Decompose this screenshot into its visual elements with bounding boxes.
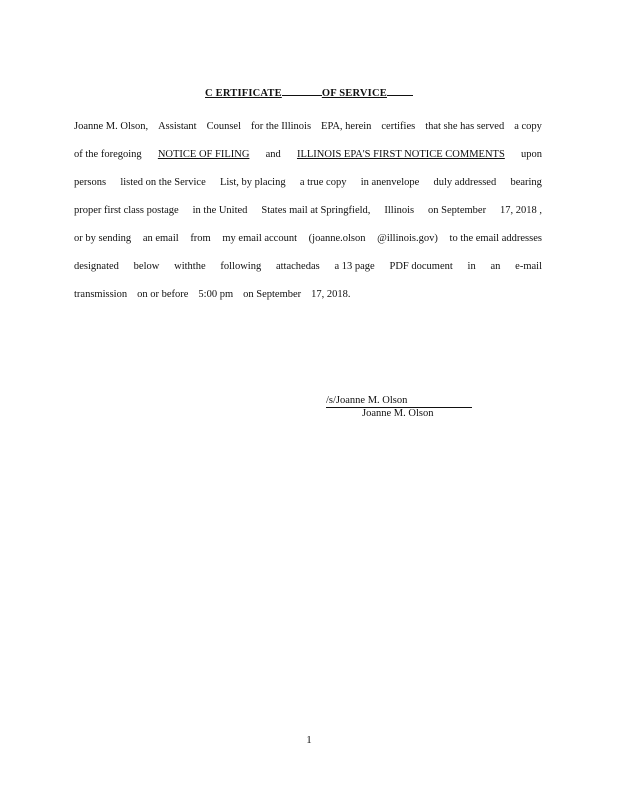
text-segment: of the foregoing [74,149,142,160]
text-segment: a copy [514,121,542,132]
text-segment: List, by placing [219,177,286,188]
text-segment: Counsel [206,121,241,132]
notice-of-filing-title: NOTICE OF FILING [157,149,250,160]
paragraph-line-4 [74,197,542,225]
paragraph-line-6 [74,253,542,281]
text-segment: in anenvelope [360,177,420,188]
text-segment: listed on the Service [120,177,206,188]
text-segment: on September [243,289,302,300]
text-segment: States mail at Springfield, [261,205,371,216]
text-segment: an [490,261,501,272]
text-segment: proper first class postage [74,205,179,216]
text-segment: from [190,233,211,244]
paragraph-line-1 [74,113,542,141]
text-segment: following [220,261,262,272]
text-segment: PDF document [389,261,453,272]
text-segment: in the United [192,205,248,216]
text-segment: transmission [74,289,128,300]
paragraph-line-7 [74,281,542,309]
text-segment: upon [521,149,542,160]
signer-name: Joanne M. Olson [362,408,434,419]
text-segment: a true copy [299,177,347,188]
text-segment: my email account [222,233,298,244]
page-title [0,88,618,99]
text-segment: 17, 2018. [311,289,351,300]
text-segment: duly addressed [433,177,497,188]
text-segment: 5:00 pm [198,289,234,300]
text-segment: or by sending [74,233,132,244]
text-segment: withthe [174,261,206,272]
text-segment: attachedas [275,261,320,272]
text-segment: (joanne.olson [308,233,366,244]
paragraph-line-3 [74,169,542,197]
text-segment: for the Illinois [250,121,312,132]
paragraph-line-5 [74,225,542,253]
text-segment: Illinois [384,205,415,216]
text-segment: persons [74,177,107,188]
text-segment: Joanne M. Olson, [74,121,149,132]
certificate-paragraph [74,113,542,309]
text-segment: a 13 page [334,261,375,272]
text-segment: an email [142,233,179,244]
paragraph-line-2 [74,141,542,169]
title-certificate: C ERTIFICATE [205,88,282,99]
text-segment: that she has served [425,121,505,132]
text-segment: in [467,261,476,272]
text-segment: and [265,149,281,160]
text-segment: to the email addresses [449,233,542,244]
text-segment: EPA, herein [321,121,372,132]
text-segment: Assistant [158,121,197,132]
text-segment: designated [74,261,119,272]
title-underline-tail [387,94,413,96]
text-segment: bearing [510,177,542,188]
first-notice-comments-title: ILLINOIS EPA'S FIRST NOTICE COMMENTS [296,149,505,160]
text-segment: on September [428,205,487,216]
page-number: 1 [306,734,312,746]
text-segment: certifies [381,121,416,132]
text-segment: below [133,261,160,272]
title-underline-gap [282,94,322,96]
title-of-service: OF SERVICE [321,88,387,99]
text-segment: 17, 2018 , [500,205,542,216]
text-segment: on or before [137,289,189,300]
text-segment: e-mail [515,261,542,272]
signature-line: /s/Joanne M. Olson [326,394,472,408]
text-segment: @illinois.gov) [377,233,438,244]
